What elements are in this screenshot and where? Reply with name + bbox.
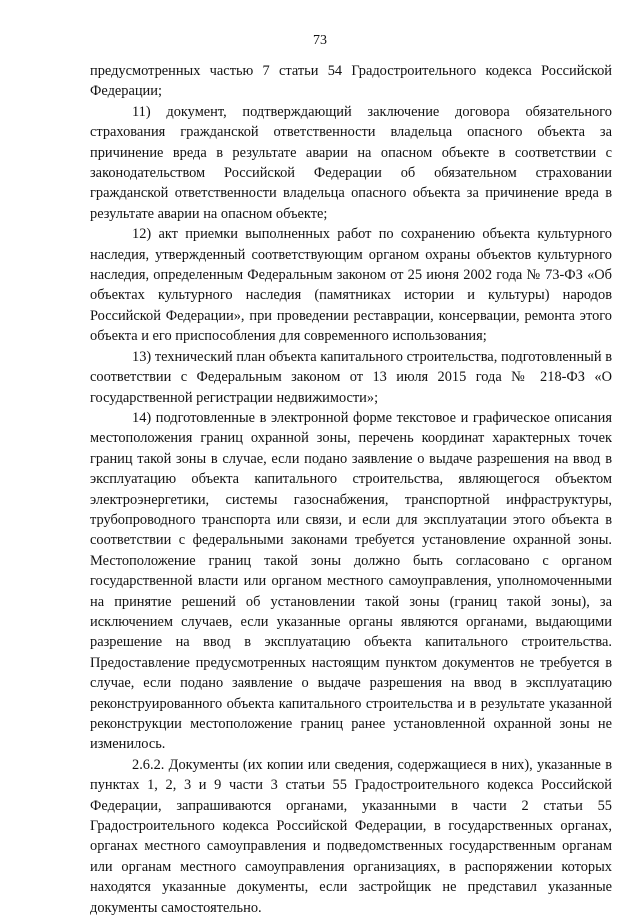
paragraph-item-14: 14) подготовленные в электронной форме текстовое и графическое описания местоположения границ охранной зоны, перечень координат характерных точек границ такой зоны в случае, если подано заявление о выдаче разрешения на ввод в эксплуатацию объекта капитального строительства, являющегося объектом электроэнергетики, системы газоснабжения, транспортной инфраструктуры, трубопроводного транспорта или связи, и если для эксплуатации этого объекта в соответствии с федеральными законами требуется установление охранной зоны. Местоположение границ такой зоны должно быть согласовано с органом государственной власти или органом местного самоуправления, уполномоченными на принятие решений об установлении такой зоны (границ такой зоны), за исключением случаев, если указанные органы являются органами, выдающими разрешение на ввод в эксплуатацию объекта капитального строительства. Предоставление предусмотренных настоящим пунктом документов не требуется в случае, если подано заявление о выдаче разрешения на ввод в эксплуатацию реконструированного объекта капитального строительства и в результате указанной реконструкции местоположение границ ранее установленной охранной зоны не изменилось. bbox=[90, 409, 612, 753]
paragraph-continuation: предусмотренных частью 7 статьи 54 Градостроительного кодекса Российской Федерации; bbox=[90, 63, 612, 100]
paragraph-item-11: 11) документ, подтверждающий заключение договора обязательного страхования гражданской ответственности владельца опасного объекта за причинение вреда в результате аварии на опасном объекте в соответствии с законодательством Российской Федерации об обязательном страховании гражданской ответственности владельца опасного объекта за причинение вреда в результате аварии на опасном объекте; bbox=[90, 103, 612, 222]
paragraph-section-2-6-2: 2.6.2. Документы (их копии или сведения, содержащиеся в них), указанные в пунктах 1, 2, 3 и 9 части 3 статьи 55 Градостроительного кодекса Российской Федерации, запрашиваются органами, указанными в части 2 статьи 55 Градостроительного кодекса Российской Федерации, в государственных органах, органах местного самоуправления и подведомственных государственным органам или органам местного самоуправления организациях, в распоряжении которых находятся указанные документы, если застройщик не представил указанные документы самостоятельно. bbox=[90, 756, 612, 916]
document-body bbox=[90, 61, 612, 918]
paragraph-item-12: 12) акт приемки выполненных работ по сохранению объекта культурного наследия, утвержденный соответствующим органом охраны объектов культурного наследия, определенным Федеральным законом от 25 июня 2002 года № 73-ФЗ «Об объектах культурного наследия (памятниках истории и культуры) народов Российской Федерации», при проведении реставрации, консервации, ремонта этого объекта и его приспособления для современного использования; bbox=[90, 226, 612, 345]
page-number: 73 bbox=[313, 33, 327, 48]
paragraph-item-13: 13) технический план объекта капитального строительства, подготовленный в соответствии с Федеральным законом от 13 июля 2015 года № 218-ФЗ «О государственной регистрации недвижимости»; bbox=[90, 348, 612, 406]
